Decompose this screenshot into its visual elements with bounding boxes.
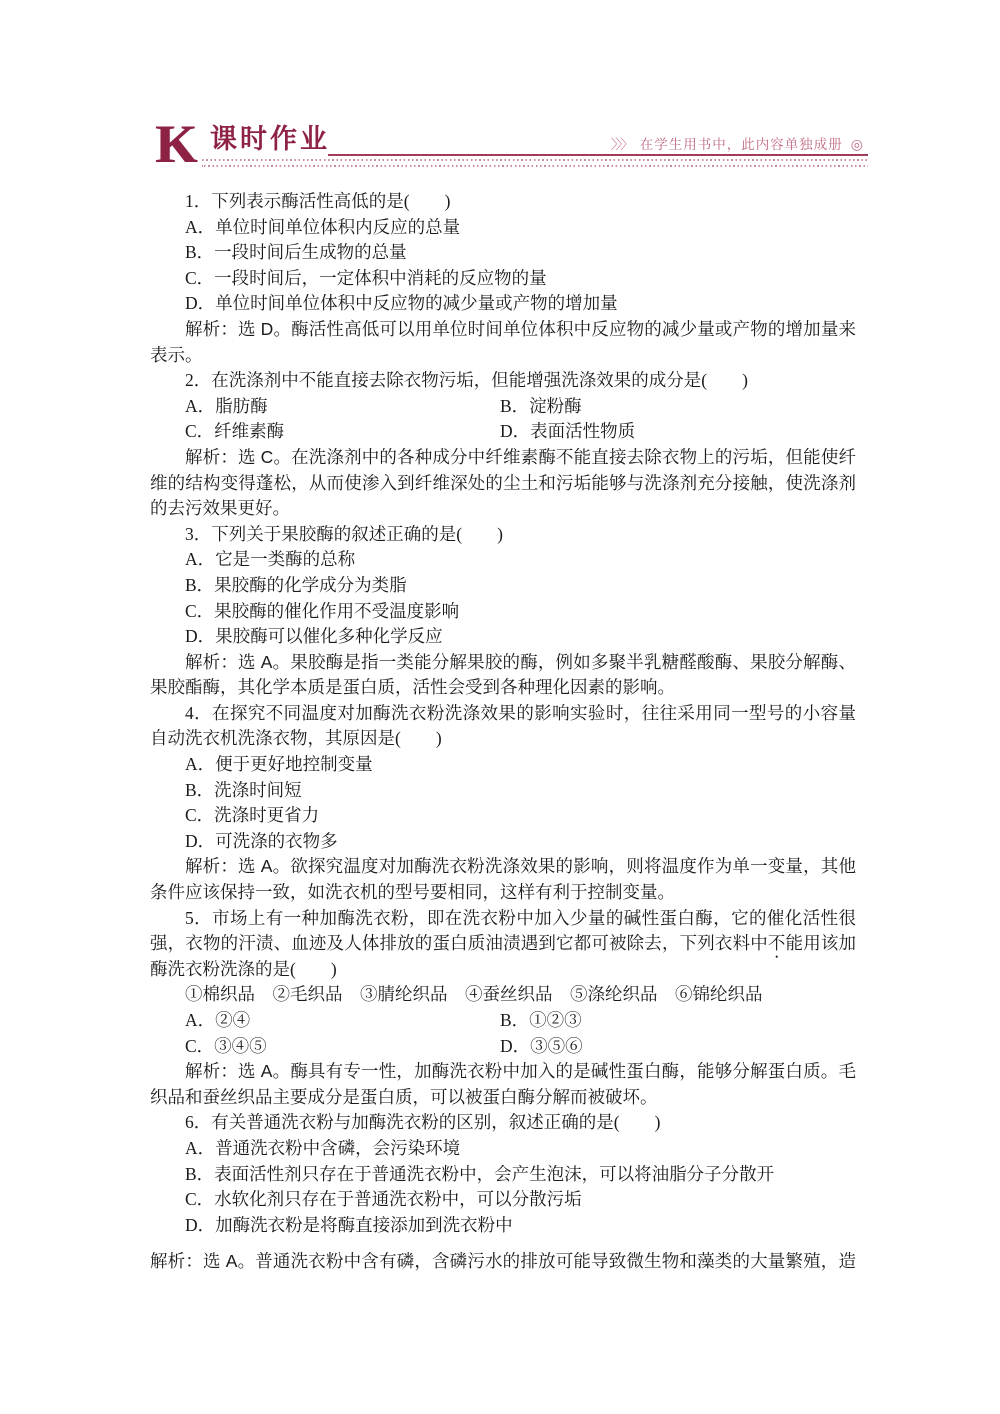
header-rule-dotted xyxy=(202,159,868,167)
header-note-text: 在学生用书中，此内容单独成册 xyxy=(639,137,843,152)
question-5-stem-line-2-pre: 强，衣物的汗渍、血迹及人体排放的蛋白质油渍遇到它都可被除去，下列衣料中 xyxy=(150,933,768,954)
question-block-5 xyxy=(150,906,856,1111)
question-5-options-row-2 xyxy=(150,1034,856,1060)
question-6-option-d: D．加酶洗衣粉是将酶直接添加到洗衣粉中 xyxy=(185,1214,513,1235)
question-5-option-a: A．②④ xyxy=(185,1010,251,1030)
question-1-option-b: B．一段时间后生成物的总量 xyxy=(185,242,407,263)
question-4-option-b: B．洗涤时间短 xyxy=(185,779,302,800)
question-2-options-row-2 xyxy=(150,419,856,445)
question-3-stem: 3．下列关于果胶酶的叙述正确的是( ) xyxy=(185,523,503,544)
question-2-analysis-line-2: 维的结构变得蓬松，从而使渗入到纤维深处的尘土和污垢能够与洗涤剂充分接触，使洗涤剂 xyxy=(150,472,856,493)
question-2-option-b: B．淀粉酶 xyxy=(500,395,582,416)
question-5-stem-line-2-post: 能用该加 xyxy=(785,933,857,954)
question-2-option-d: D．表面活性物质 xyxy=(500,421,636,442)
question-block-2 xyxy=(150,368,856,522)
question-1-option-a: A．单位时间单位体积内反应的总量 xyxy=(185,216,461,237)
question-3-option-c: C．果胶酶的催化作用不受温度影响 xyxy=(185,600,460,621)
question-3-option-b: B．果胶酶的化学成分为类脂 xyxy=(185,574,407,595)
question-4-option-d: D．可洗涤的衣物多 xyxy=(185,830,338,851)
question-1-analysis-line-2: 表示。 xyxy=(150,344,203,365)
question-4-analysis-line-2: 条件应该保持一致，如洗衣机的型号要相同，这样有利于控制变量。 xyxy=(150,882,675,903)
question-5-stem-line-2 xyxy=(150,931,856,957)
question-5-option-d: D．③⑤⑥ xyxy=(500,1035,583,1056)
question-3-option-a: A．它是一类酶的总称 xyxy=(185,549,356,570)
question-block-4 xyxy=(150,701,856,906)
question-5-items-line: ①棉织品 ②毛织品 ③腈纶织品 ④蚕丝织品 ⑤涤纶织品 ⑥锦纶织品 xyxy=(185,984,763,1005)
question-5-option-b: B．①②③ xyxy=(500,1010,582,1030)
question-4-analysis-line-1: 解析：选 A。欲探究温度对加酶洗衣粉洗涤效果的影响，则将温度作为单一变量，其他 xyxy=(185,856,856,877)
question-3-analysis-line-2: 果胶酯酶，其化学本质是蛋白质，活性会受到各种理化因素的影响。 xyxy=(150,677,675,698)
question-4-stem-line-2: 自动洗衣机洗涤衣物，其原因是( ) xyxy=(150,728,442,749)
emphasized-char: 不 xyxy=(767,933,786,954)
question-6-analysis-line-1: 解析：选 A。普通洗衣粉中含有磷，含磷污水的排放可能导致微生物和藻类的大量繁殖，造 xyxy=(150,1251,856,1272)
question-1-stem: 1．下列表示酶活性高低的是( ) xyxy=(185,191,451,211)
question-6-option-c: C．水软化剂只存在于普通洗衣粉中，可以分散污垢 xyxy=(185,1189,582,1210)
chevrons-icon: 〉〉〉 xyxy=(610,137,632,152)
question-4-option-c: C．洗涤时更省力 xyxy=(185,805,320,826)
question-5-analysis-line-2: 织品和蚕丝织品主要成分是蛋白质，可以被蛋白酶分解而被破坏。 xyxy=(150,1086,658,1107)
question-3-analysis-line-1: 解析：选 A。果胶酶是指一类能分解果胶的酶，例如多聚半乳糖醛酸酶、果胶分解酶、 xyxy=(185,651,856,672)
question-1-option-d: D．单位时间单位体积中反应物的减少量或产物的增加量 xyxy=(185,293,618,314)
question-4-option-a: A．便于更好地控制变量 xyxy=(185,754,373,775)
question-2-option-c: C．纤维素酶 xyxy=(185,421,285,442)
spiral-icon: ◎ xyxy=(850,136,864,152)
question-2-option-a: A．脂肪酶 xyxy=(185,395,268,416)
question-5-option-c: C．③④⑤ xyxy=(185,1035,267,1056)
header-title: 课时作业 xyxy=(210,124,330,154)
question-2-analysis-line-1: 解析：选 C。在洗涤剂中的各种成分中纤维素酶不能直接去除衣物上的污垢，但能使纤 xyxy=(185,446,856,467)
header-rule-solid xyxy=(328,154,868,156)
question-2-analysis-line-3: 的去污效果更好。 xyxy=(150,498,290,519)
question-block-3 xyxy=(150,522,856,701)
question-6-stem: 6．有关普通洗衣粉与加酶洗衣粉的区别，叙述正确的是( ) xyxy=(185,1112,661,1133)
question-5-stem-line-1: 5．市场上有一种加酶洗衣粉，即在洗衣粉中加入少量的碱性蛋白酶，它的催化活性很 xyxy=(185,907,856,928)
question-2-stem: 2．在洗涤剂中不能直接去除衣物污垢，但能增强洗涤效果的成分是( ) xyxy=(185,370,748,391)
question-5-stem-line-3: 酶洗衣粉洗涤的是( ) xyxy=(150,958,337,979)
page-header xyxy=(150,114,868,174)
question-6-option-b: B．表面活性剂只存在于普通洗衣粉中，会产生泡沫，可以将油脂分子分散开 xyxy=(185,1163,775,1184)
question-5-options-row-1 xyxy=(150,1008,856,1034)
question-block-1 xyxy=(150,189,856,368)
question-6-option-a: A．普通洗衣粉中含磷，会污染环境 xyxy=(185,1137,461,1158)
question-1-option-c: C．一段时间后，一定体积中消耗的反应物的量 xyxy=(185,267,547,288)
logo-k-icon: K xyxy=(154,114,197,174)
question-block-6 xyxy=(150,1110,856,1275)
question-3-option-d: D．果胶酶可以催化多种化学反应 xyxy=(185,626,443,647)
question-5-analysis-line-1: 解析：选 A。酶具有专一性，加酶洗衣粉中加入的是碱性蛋白酶，能够分解蛋白质。毛 xyxy=(185,1061,856,1082)
questions-area xyxy=(150,189,856,1275)
question-4-stem-line-1: 4．在探究不同温度对加酶洗衣粉洗涤效果的影响实验时，往往采用同一型号的小容量 xyxy=(185,702,856,723)
question-1-analysis-line-1: 解析：选 D。酶活性高低可以用单位时间单位体积中反应物的减少量或产物的增加量来 xyxy=(185,318,856,339)
header-note xyxy=(611,136,864,153)
question-2-options-row-1 xyxy=(150,394,856,420)
